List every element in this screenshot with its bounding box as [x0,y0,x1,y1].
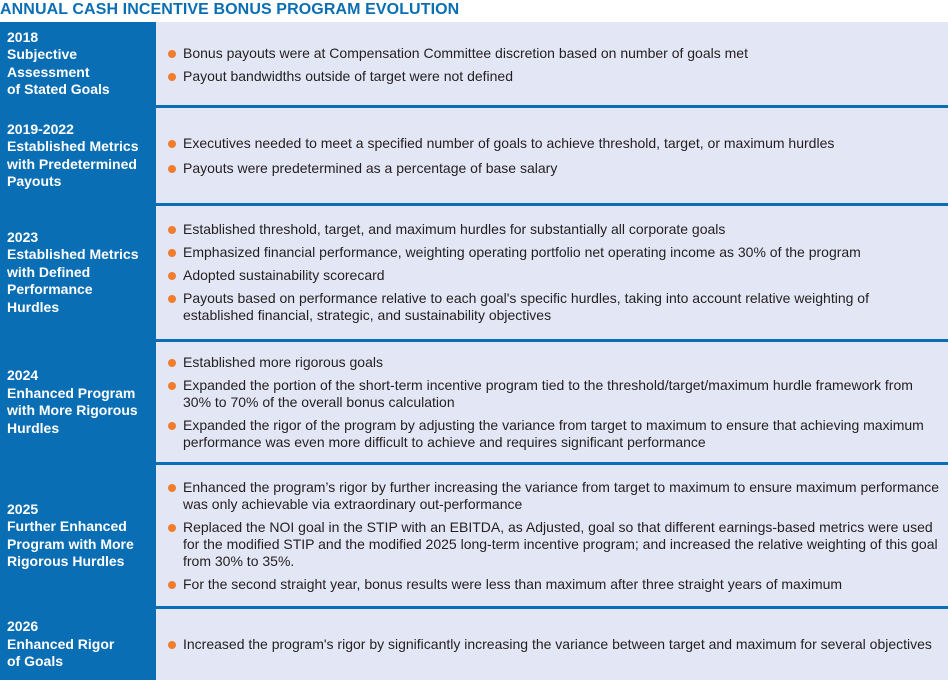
row-heading-line: Enhanced Rigor [7,635,115,652]
row-body [156,206,948,339]
row-body [156,609,948,680]
bullet-dot-icon [168,524,176,532]
page-title: ANNUAL CASH INCENTIVE BONUS PROGRAM EVOLUTION [0,1,460,18]
list-item: Bonus payouts were at Compensation Committee discretion based on number of goals met [166,45,948,62]
row-heading [0,108,156,203]
list-item: Increased the program's rigor by significantly increasing the variance between target and maximum for several objectives [166,636,948,653]
row-heading [0,206,156,339]
bullet-dot-icon [168,50,176,58]
row-heading-line: Performance Hurdles [7,281,93,315]
row-year: 2024 [7,367,39,383]
list-item: Expanded the rigor of the program by adjusting the variance from target to maximum to ensure that achieving maximum performance was even more difficult to achieve and requires significant performance [166,417,948,451]
row-heading-line: of Goals [7,653,64,670]
bullet-dot-icon [168,249,176,257]
list-item: Executives needed to meet a specified number of goals to achieve threshold, target, or maximum hurdles [166,135,948,152]
row-heading [0,465,156,606]
list-item: Payouts were predetermined as a percentage of base salary [166,160,948,177]
row-year: 2026 [7,618,39,635]
bullet-dot-icon [168,140,176,148]
bullet-dot-icon [168,226,176,234]
list-item: Established more rigorous goals [166,354,948,371]
row-body [156,108,948,203]
bullet-dot-icon [168,73,176,81]
bullet-dot-icon [168,165,176,173]
row-year: 2019-2022 [7,120,74,137]
table-row-2023 [0,206,948,339]
row-heading-line: Enhanced Program [7,384,136,401]
bullet-dot-icon [168,422,176,430]
table-row-2026 [0,609,948,680]
bullet-dot-icon [168,382,176,390]
row-heading [0,609,156,680]
list-item: For the second straight year, bonus results were less than maximum after three straight years of maximum [166,576,948,593]
bullet-dot-icon [168,272,176,280]
list-item: Expanded the portion of the short-term incentive program tied to the threshold/target/maximum hurdle framework from 30% to 70% of the overall bonus calculation [166,377,948,411]
row-heading-line: Subjective [7,46,78,62]
row-body [156,22,948,105]
row-heading [0,342,156,462]
bullet-dot-icon [168,359,176,367]
bullet-dot-icon [168,295,176,303]
list-item: Emphasized financial performance, weighting operating portfolio net operating income as 30% of the program [166,244,948,261]
table-row-2025 [0,465,948,606]
row-year: 2023 [7,228,39,245]
row-heading-line: Program with More [7,535,134,552]
list-item: Established threshold, target, and maximum hurdles for substantially all corporate goals [166,221,948,238]
row-body [156,465,948,606]
table-row-2019-2022 [0,108,948,203]
list-item: Payout bandwidths outside of target were not defined [166,68,948,85]
bullet-dot-icon [168,641,176,649]
row-heading-line: Established Metrics [7,138,139,154]
list-item: Enhanced the program’s rigor by further increasing the variance from target to maximum to ensure maximum performance was only achievable via extraordinary out-performance [166,479,948,513]
row-heading-line: Rigorous Hurdles [7,553,125,569]
row-heading-line: Payouts [7,173,62,189]
table-row-2024 [0,342,948,462]
row-heading-line: with Predetermined [7,155,137,172]
list-item: Replaced the NOI goal in the STIP with an EBITDA, as Adjusted, goal so that different earnings-based metrics were used for the modified STIP and the modified 2025 long-term incentive program; and increased the relative weighting of this goal from 30% to 35%. [166,519,948,570]
row-heading [0,22,156,105]
table-row-2018 [0,22,948,105]
list-item: Payouts based on performance relative to each goal's specific hurdles, taking into account relative weighting of established financial, strategic, and sustainability objectives [166,290,948,324]
row-heading-line: Established Metrics [7,246,139,263]
bullet-dot-icon [168,581,176,589]
row-heading-line: of Stated Goals [7,81,110,97]
row-heading-line: with More Rigorous [7,402,138,418]
row-year: 2025 [7,500,39,517]
row-heading-line: Further Enhanced [7,518,127,534]
row-body [156,342,948,462]
row-heading-line: with Defined [7,263,91,280]
list-item: Adopted sustainability scorecard [166,267,948,284]
row-year: 2018 [7,28,39,45]
row-heading-line: Assessment [7,63,90,80]
row-heading-line: Hurdles [7,419,60,436]
bullet-dot-icon [168,484,176,492]
